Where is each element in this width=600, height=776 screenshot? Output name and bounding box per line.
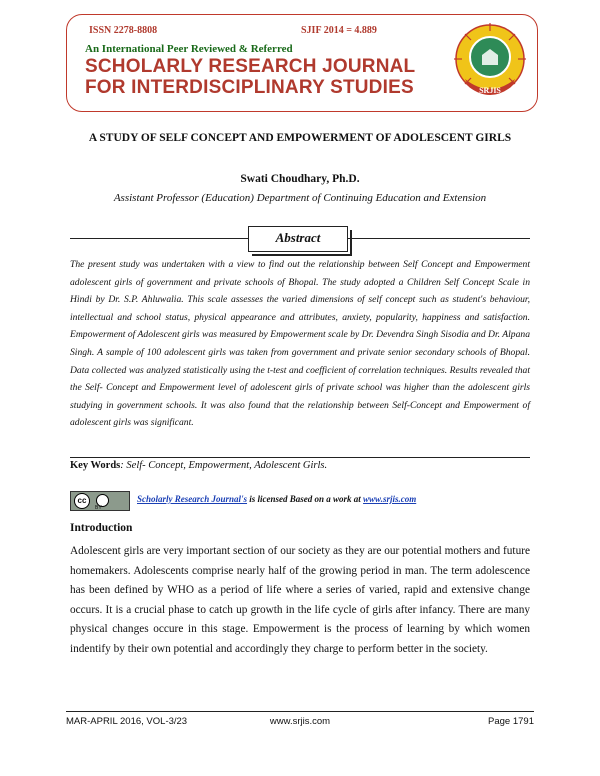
cc-by-label: BY bbox=[95, 505, 102, 511]
license-statement bbox=[137, 494, 416, 504]
journal-link[interactable]: Scholarly Research Journal's bbox=[137, 494, 248, 504]
website-link[interactable]: www.srjis.com bbox=[363, 494, 417, 504]
srjis-logo-icon bbox=[451, 21, 529, 103]
logo-label: SRJIS bbox=[479, 86, 501, 95]
issn: ISSN 2278-8808 bbox=[89, 25, 158, 36]
abstract-heading: Abstract bbox=[275, 230, 321, 245]
keywords-label: Key Words bbox=[70, 460, 121, 471]
sjif: SJIF 2014 = 4.889 bbox=[301, 25, 377, 36]
footer-website: www.srjis.com bbox=[269, 716, 331, 727]
keywords bbox=[70, 460, 530, 471]
introduction-heading: Introduction bbox=[70, 522, 133, 534]
paper-title: A STUDY OF SELF CONCEPT AND EMPOWERMENT OF ADOLESCENT GIRLS bbox=[88, 132, 512, 144]
author-name: Swati Choudhary, Ph.D. bbox=[240, 173, 360, 185]
peer-reviewed-tagline: An International Peer Reviewed & Referred bbox=[85, 43, 293, 55]
creative-commons-badge[interactable] bbox=[70, 491, 130, 511]
journal-header bbox=[66, 14, 538, 112]
abstract-text: The present study was undertaken with a view to find out the relationship between Self Concept and Empowerment adolescent girls of government and private schools of Bhopal. The study adopted a Children Self Concept Scale in Hindi by Dr. S.P. Ahluwalia. This scale assesses the varied dimensions of self concept such as student's behaviour, intellectual and school status, physical appearance and attributes, anxiety, popularity, happiness and satisfaction. Empowerment of Adolescent girls was measured by Empowerment scale by Dr. Devendra Singh Sisodia and Dr. Alpana Singh. A sample of 100 adolescent girls was taken from government and private senior secondary schools of Bhopal. Data collected was analyzed statistically using the t-test and coefficient of correlation techniques. Results revealed that the Self- Concept and Empowerment level of adolescent girls of private school was higher than the adolescent girls studying in government schools. It was also found that the relationship between Self-Concept and Empowerment of adolescent girls was significant. bbox=[70, 259, 530, 429]
author-affiliation: Assistant Professor (Education) Department of Continuing Education and Extension bbox=[113, 192, 487, 204]
introduction-text: Adolescent girls are very important section of our society as they are our potential mothers and future homemakers. Adolescents comprise nearly half of the growing period in man. The term adolescence has been defined by WHO as a period of life where a series of varied, rapid and extensive change occurs. It is a crucial phase to catch up growth in the life cycle of girls after infancy. There are many physical changes occure in this stage. Empowerment is the process of learning by which women indentify by their own potential and accordingly they charge to perform better in the society. bbox=[70, 545, 530, 655]
footer-page-number: Page 1791 bbox=[488, 716, 534, 727]
license-middle-text: is licensed Based on a work at bbox=[247, 494, 364, 504]
keywords-text: : Self- Concept, Empowerment, Adolescent Girls. bbox=[120, 460, 328, 471]
journal-title-line1: SCHOLARLY RESEARCH JOURNAL bbox=[85, 56, 416, 77]
abstract-bottom-rule bbox=[70, 457, 530, 458]
cc-icon: cc bbox=[74, 493, 90, 509]
journal-title-line2: FOR INTERDISCIPLINARY STUDIES bbox=[85, 77, 414, 98]
footer-rule bbox=[66, 711, 534, 712]
footer-issue: MAR-APRIL 2016, VOL-3/23 bbox=[66, 716, 188, 727]
